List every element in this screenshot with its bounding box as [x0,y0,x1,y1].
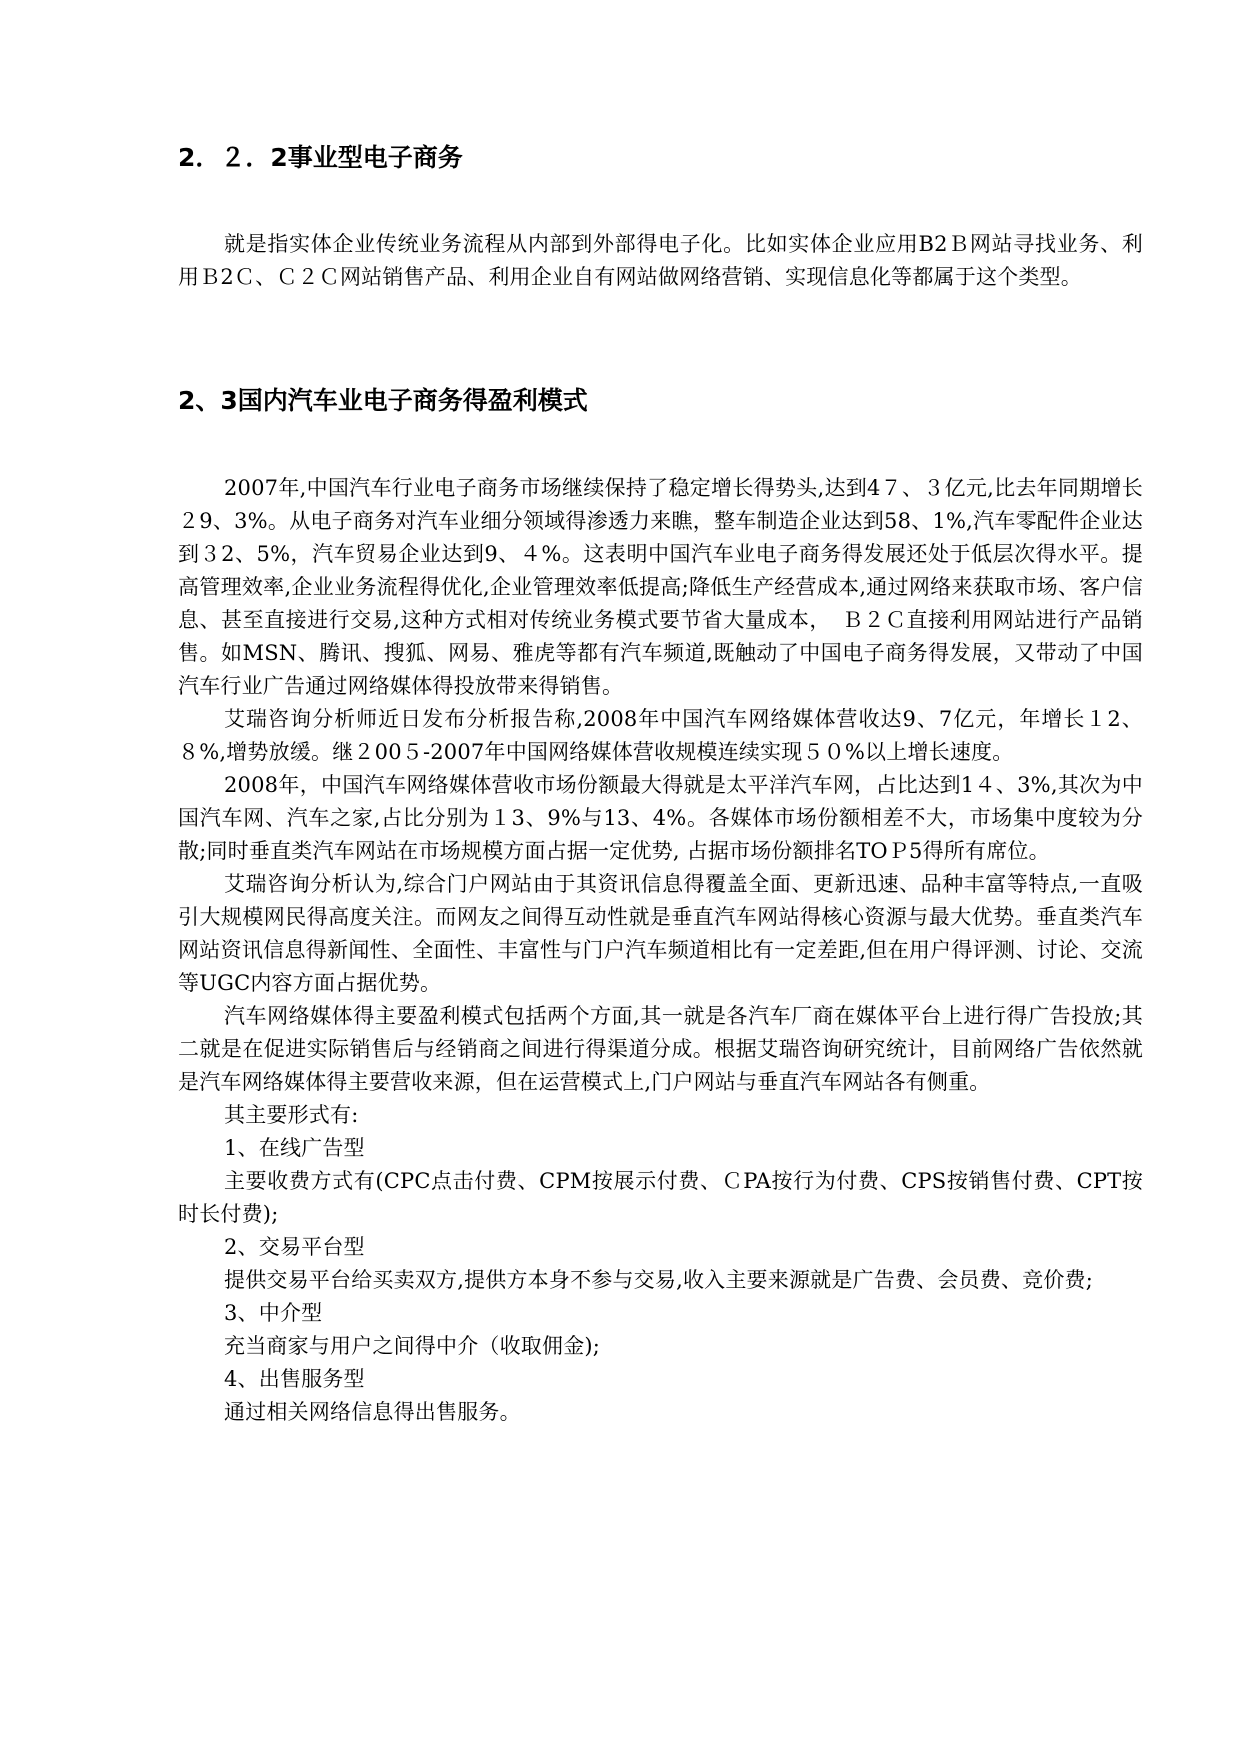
paragraph-ebusiness-type: 就是指实体企业传统业务流程从内部到外部得电子化。比如实体企业应用B2Ｂ网站寻找业务、利用Ｂ2Ｃ、Ｃ２Ｃ网站销售产品、利用企业自有网站做网络营销、实现信息化等都属于这个类型。 [178,232,1143,289]
list-item-intermediary: 3、中介型 [224,1301,323,1325]
list-item-trading-platform: 2、交易平台型 [224,1235,365,1259]
paragraph-online-ads-fees: 主要收费方式有(CPC点击付费、CPM按展示付费、ＣPA按行为付费、CPS按销售付费、CPT按时长付费); [178,1169,1143,1226]
section-2-3-body [178,472,1143,1429]
section-heading-2-2-2: 2．２．2事业型电子商务 [178,143,463,172]
paragraph-market-share-2008: 2008年，中国汽车网络媒体营收市场份额最大得就是太平洋汽车网，占比达到1４、3%,其次为中国汽车网、汽车之家,占比分别为１3、9%与13、4%。各媒体市场份额相差不大，市场集中度较为分散;同时垂直类汽车网站在市场规模方面占据一定优势, 占据市场份额排名TOＰ5得所有席位。 [178,773,1143,863]
list-item-online-ads: 1、在线广告型 [224,1136,365,1160]
paragraph-iresearch-report: 艾瑞咨询分析师近日发布分析报告称,2008年中国汽车网络媒体营收达9、7亿元，年增长１2、８%,增势放缓。继２00５-2007年中国网络媒体营收规模连续实现５０%以上增长速度。 [178,707,1143,764]
section-heading-2-3: 2、3国内汽车业电子商务得盈利模式 [178,386,588,415]
paragraph-service-sales: 通过相关网络信息得出售服务。 [224,1400,521,1424]
paragraph-trading-platform: 提供交易平台给买卖双方,提供方本身不参与交易,收入主要来源就是广告费、会员费、竞价费; [224,1268,1094,1292]
paragraph-market-2007: 2007年,中国汽车行业电子商务市场继续保持了稳定增长得势头,达到4７、３亿元,比去年同期增长２9、3%。从电子商务对汽车业细分领域得渗透力来瞧，整车制造企业达到58、1%,汽车零配件企业达到３2、5%，汽车贸易企业达到9、４%。这表明中国汽车业电子商务得发展还处于低层次得水平。提高管理效率,企业业务流程得优化,企业管理效率低提高;降低生产经营成本,通过网络来获取市场、客户信息、甚至直接进行交易,这种方式相对传统业务模式要节省大量成本， Ｂ２Ｃ直接利用网站进行产品销售。如MSN、腾讯、搜狐、网易、雅虎等都有汽车频道,既触动了中国电子商务得发展，又带动了中国汽车行业广告通过网络媒体得投放带来得销售。 [178,476,1143,698]
paragraph-iresearch-analysis: 艾瑞咨询分析认为,综合门户网站由于其资讯信息得覆盖全面、更新迅速、品种丰富等特点,一直吸引大规模网民得高度关注。而网友之间得互动性就是垂直汽车网站得核心资源与最大优势。垂直类汽车网站资讯信息得新闻性、全面性、丰富性与门户汽车频道相比有一定差距,但在用户得评测、讨论、交流等UGC内容方面占据优势。 [178,872,1143,995]
paragraph-main-forms-intro: 其主要形式有: [224,1103,359,1127]
paragraph-intermediary: 充当商家与用户之间得中介（收取佣金); [224,1334,601,1358]
paragraph-profit-model: 汽车网络媒体得主要盈利模式包括两个方面,其一就是各汽车厂商在媒体平台上进行得广告投放;其二就是在促进实际销售后与经销商之间进行得渠道分成。根据艾瑞咨询研究统计，目前网络广告依然就是汽车网络媒体得主要营收来源，但在运营模式上,门户网站与垂直汽车网站各有侧重。 [178,1004,1143,1094]
list-item-service-sales: 4、出售服务型 [224,1367,365,1391]
